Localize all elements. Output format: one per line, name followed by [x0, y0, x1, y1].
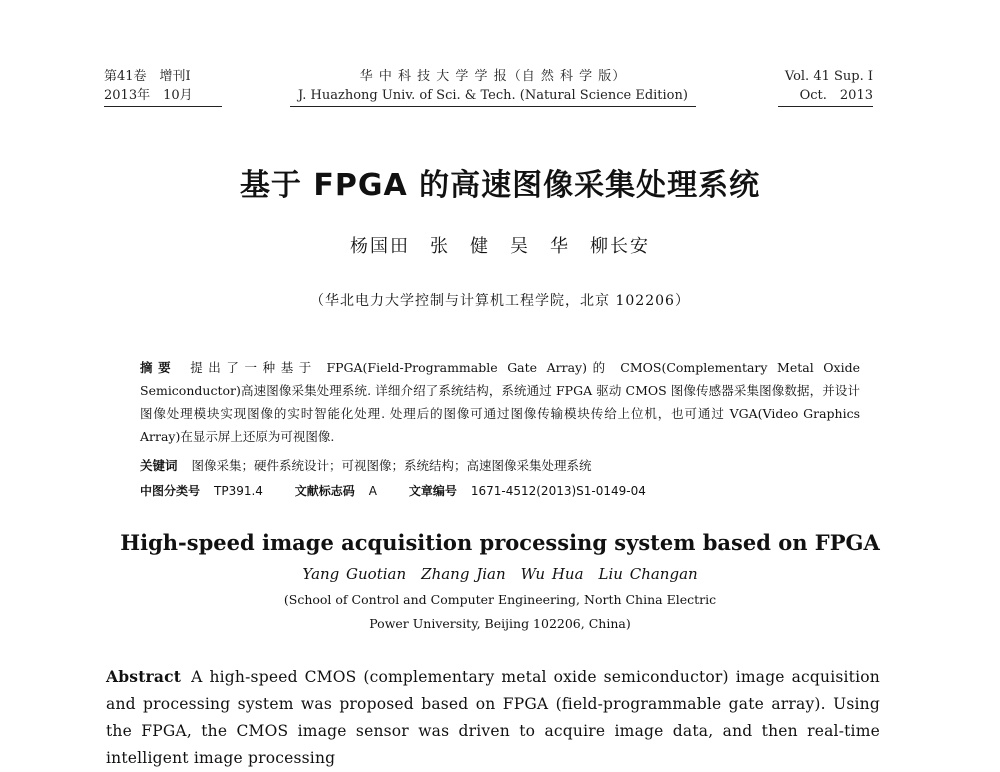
authors-cn: 杨国田 张 健 吴 华 柳长安	[350, 236, 650, 257]
date-cn: 2013年 10月	[104, 88, 193, 103]
abstract-en	[106, 663, 880, 772]
abstract-cn	[140, 356, 860, 448]
doc-code-label: 文献标志码	[294, 484, 355, 498]
volume-en: Vol. 41 Sup. Ⅰ	[784, 69, 873, 84]
volume-cn: 第41卷 增刊Ⅰ	[104, 69, 191, 84]
doc-code-value: A	[368, 484, 377, 498]
header-rule-left	[104, 106, 222, 107]
clc-value: TP391.4	[214, 484, 263, 498]
affiliation-en-line2: Power University, Beijing 102206, China)	[369, 616, 631, 631]
paper-title-cn: 基于 FPGA 的高速图像采集处理系统	[239, 168, 761, 203]
affiliation-en-line1: (School of Control and Computer Engineering, North China Electric	[283, 592, 717, 607]
authors-en: Yang Guotian Zhang Jian Wu Hua Liu Changan	[302, 565, 698, 583]
classification-line	[140, 480, 860, 503]
journal-title-en: J. Huazhong Univ. of Sci. & Tech. (Natural Science Edition)	[298, 88, 688, 103]
paper-title-en: High-speed image acquisition processing system based on FPGA	[120, 530, 880, 555]
article-no-label: 文章编号	[408, 484, 457, 498]
clc-label: 中图分类号	[140, 484, 201, 498]
journal-title-cn: 华 中 科 技 大 学 学 报（自 然 科 学 版）	[359, 69, 627, 84]
abstract-cn-text: 提出了一种基于 FPGA(Field-Programmable Gate Array)的 CMOS(Complementary Metal Oxide Semiconductor)高速图像采集处理系统. 详细介绍了系统结构，系统通过 FPGA 驱动 CMOS 图像传感器采集图像数据，并设计图像处理模块实现图像的实时智能化处理. 处理后的图像可通过图像传输模块传给上位机，也可通过 VGA(Video Graphics Array)在显示屏上还原为可视图像.	[140, 360, 860, 444]
abstract-en-label: Abstract	[106, 667, 182, 686]
keywords-cn	[140, 454, 860, 477]
abstract-en-text: A high-speed CMOS (complementary metal oxide semiconductor) image acquisition and processing system was proposed based on FPGA (field-programmable gate array). Using the FPGA, the CMOS image sensor was driven to acquire image data, and then real-time intelligent image processing	[106, 668, 880, 767]
keywords-cn-text: 图像采集；硬件系统设计；可视图像；系统结构；高速图像采集处理系统	[191, 458, 592, 473]
abstract-cn-label: 摘要	[140, 360, 177, 375]
date-en: Oct. 2013	[799, 88, 873, 103]
keywords-cn-label: 关键词	[140, 458, 178, 473]
header-rule-right	[778, 106, 873, 107]
header-rule-center	[290, 106, 696, 107]
article-no-value: 1671-4512(2013)S1-0149-04	[470, 484, 646, 498]
affiliation-cn: （华北电力大学控制与计算机工程学院，北京 102206）	[310, 293, 690, 309]
